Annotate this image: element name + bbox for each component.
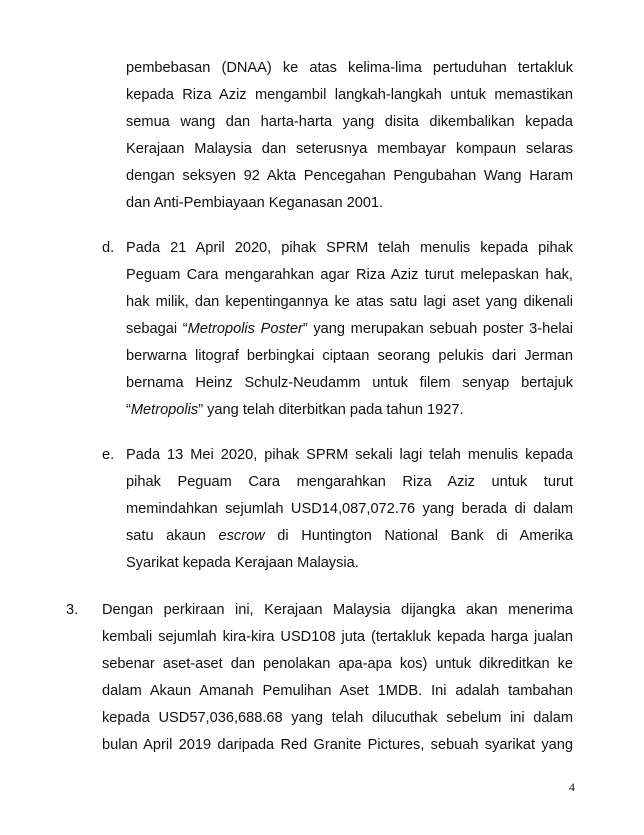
item-d-line-7: [126, 400, 573, 420]
para-3-line-2: kembali sejumlah kira-kira USD108 juta (tertakluk kepada harga jualan: [102, 629, 573, 645]
para-3-line-4: dalam Akaun Amanah Pemulihan Aset 1MDB. Ini adalah tambahan: [102, 683, 573, 699]
continuation-line-1: pembebasan (DNAA) ke atas kelima-lima pertuduhan tertakluk: [126, 60, 573, 76]
item-e-line-4: [126, 526, 573, 546]
item-e-line-3: memindahkan sejumlah USD14,087,072.76 yang berada di dalam: [126, 501, 573, 517]
continuation-line-6: dan Anti-Pembiayaan Keganasan 2001.: [126, 195, 384, 211]
item-d-line-7-post: ” yang telah diterbitkan pada tahun 1927.: [198, 402, 464, 418]
page-number: 4: [569, 780, 575, 794]
item-e-line-4-pre: satu akaun: [126, 528, 219, 544]
item-d-line-4: [126, 319, 573, 339]
item-d-line-7-pre: “: [126, 402, 131, 418]
item-d-marker: d.: [102, 240, 115, 256]
item-e-line-5: Syarikat kepada Kerajaan Malaysia.: [126, 555, 359, 571]
metropolis-poster-title: Metropolis Poster: [187, 321, 303, 337]
item-e-line-1: Pada 13 Mei 2020, pihak SPRM sekali lagi telah menulis kepada: [126, 447, 573, 463]
item-d-line-4-pre: sebagai “: [126, 321, 188, 337]
continuation-line-4: Kerajaan Malaysia dan seterusnya membayar kompaun selaras: [126, 141, 573, 157]
continuation-line-2: kepada Riza Aziz mengambil langkah-langkah untuk memastikan: [126, 87, 573, 103]
continuation-line-5: dengan seksyen 92 Akta Pencegahan Pengubahan Wang Haram: [126, 168, 573, 184]
item-d-line-3: hak milik, dan kepentingannya ke atas satu lagi aset yang dikenali: [126, 294, 573, 310]
para-3-line-3: sebenar aset-aset dan penolakan apa-apa kos) untuk dikreditkan ke: [102, 656, 573, 672]
item-d-line-6: bernama Heinz Schulz-Neudamm untuk filem senyap bertajuk: [126, 375, 573, 391]
item-e-line-4-post: di Huntington National Bank di Amerika: [264, 528, 573, 544]
item-d-line-5: berwarna litograf berbingkai ciptaan seorang pelukis dari Jerman: [126, 348, 573, 364]
para-3-marker: 3.: [66, 602, 79, 618]
item-d-line-4-post: ” yang merupakan sebuah poster 3-helai: [302, 321, 573, 337]
para-3-line-1: Dengan perkiraan ini, Kerajaan Malaysia dijangka akan menerima: [102, 602, 573, 618]
item-e-marker: e.: [102, 447, 115, 463]
escrow-term: escrow: [218, 528, 265, 544]
para-3-line-6: bulan April 2019 daripada Red Granite Pictures, sebuah syarikat yang: [102, 737, 573, 753]
item-d-line-1: Pada 21 April 2020, pihak SPRM telah menulis kepada pihak: [126, 240, 573, 256]
item-e-line-2: pihak Peguam Cara mengarahkan Riza Aziz untuk turut: [126, 474, 573, 490]
metropolis-film-title: Metropolis: [130, 402, 199, 418]
item-d-line-2: Peguam Cara mengarahkan agar Riza Aziz turut melepaskan hak,: [126, 267, 573, 283]
para-3-line-5: kepada USD57,036,688.68 yang telah dilucuthak sebelum ini dalam: [102, 710, 573, 726]
continuation-line-3: semua wang dan harta-harta yang disita dikembalikan kepada: [126, 114, 573, 130]
